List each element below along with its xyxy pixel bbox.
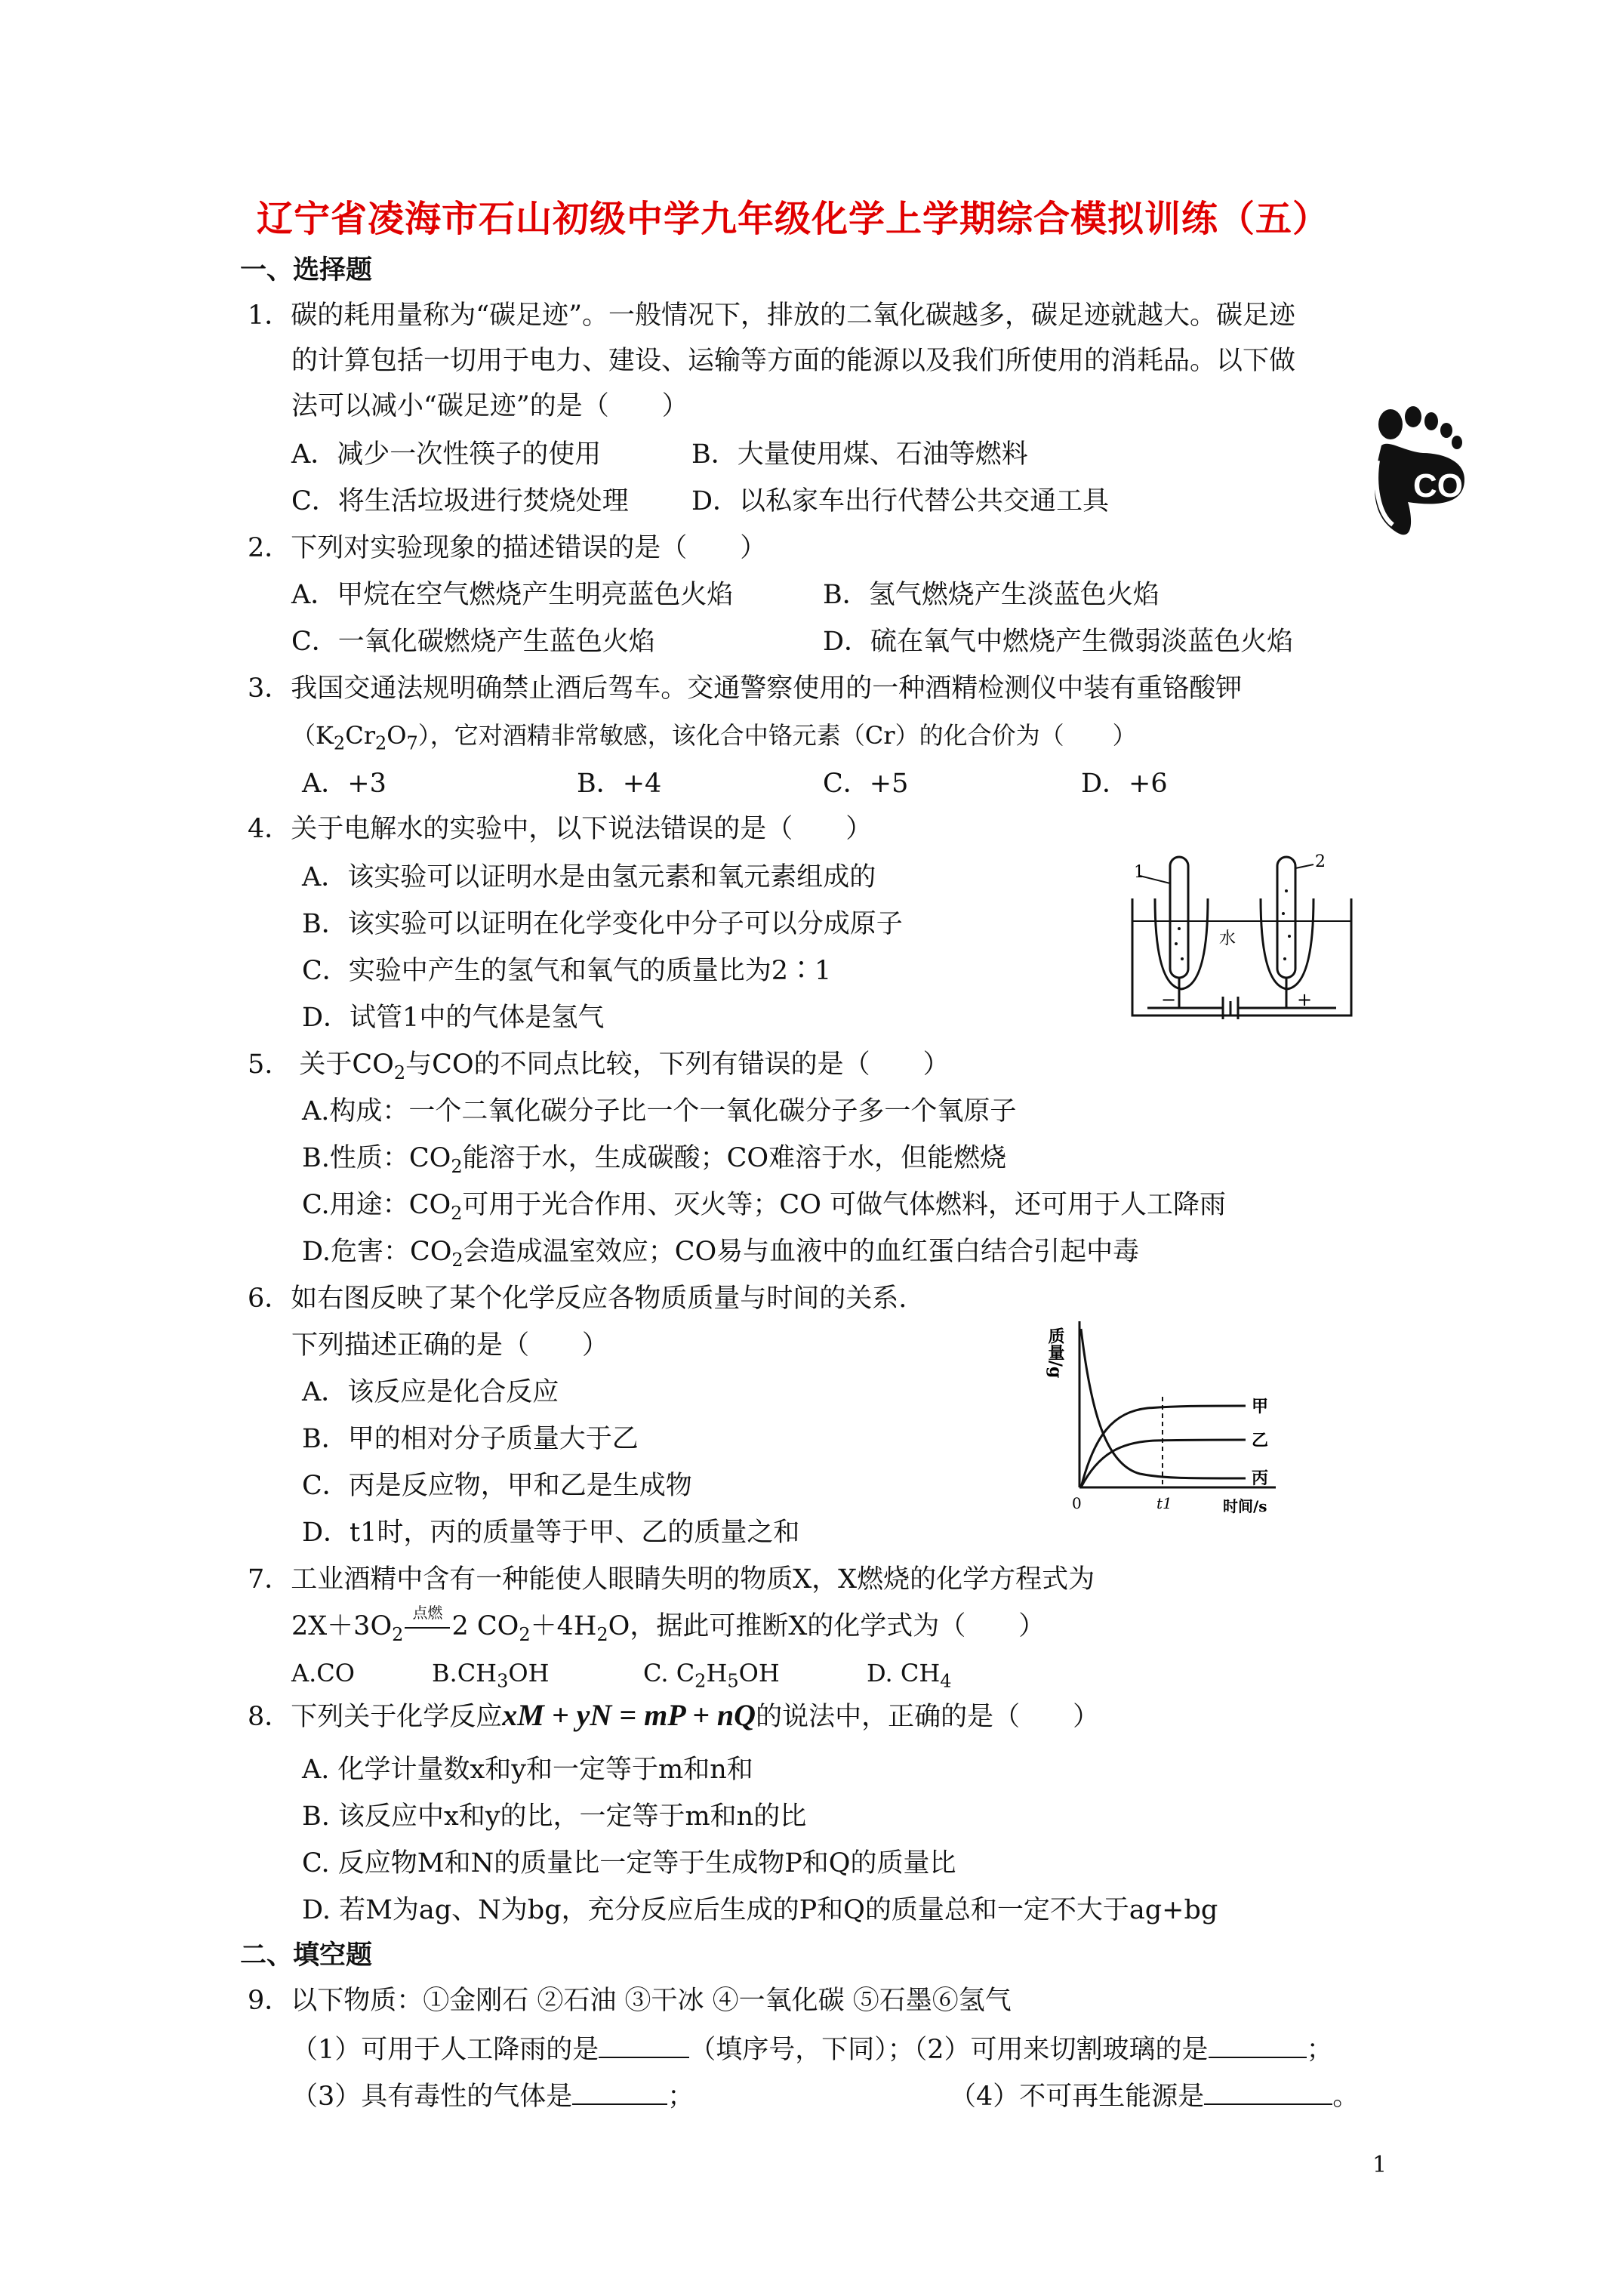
answer-blank-2[interactable] [1209, 2031, 1307, 2058]
q2-option-b: B．氢气燃烧产生淡蓝色火焰 [823, 580, 1160, 610]
q1-stem-line3: 法可以减小“碳足迹”的是（ ） [291, 391, 688, 421]
label-yi: 乙 [1252, 1431, 1269, 1450]
q3-option-b: B．+4 [577, 769, 662, 799]
q1-option-a: A．减少一次性筷子的使用 [291, 439, 602, 470]
q6-option-b: B．甲的相对分子质量大于乙 [302, 1424, 639, 1454]
q8-stem: 8．下列关于化学反应xM + yN = mP + nQ的说法中，正确的是（ ） [248, 1698, 1100, 1732]
q7-equation: $2X+3O_2$ 点燃 2 $CO_2+4H_2O$，据此可推断X的化学式为（ ） [291, 1610, 1045, 1651]
q6-stem-line2: 下列描述正确的是（ ） [291, 1330, 609, 1361]
q9-line2-part4: （4）不可再生能源是 。 [950, 2078, 1359, 2113]
reaction-condition: 点燃 [412, 1604, 443, 1622]
q3-stem-line2: $(K_2Cr_2O_7)$，它对酒精非常敏感，该化合中铬元素（Cr）的化合价为（ ） [291, 721, 1137, 754]
carbon-footprint-icon [1351, 400, 1495, 544]
q5-option-d: D.危害：$CO_2$会造成温室效应；CO易与血液中的血红蛋白结合引起中毒 [302, 1237, 1140, 1271]
label-jia: 甲 [1252, 1397, 1269, 1416]
q4-stem: 4．关于电解水的实验中，以下说法错误的是（ ） [248, 814, 873, 844]
q2-option-c: C．一氧化碳燃烧产生蓝色火焰 [291, 627, 655, 657]
q4-option-b: B．该实验可以证明在化学变化中分子可以分成原子 [302, 909, 903, 939]
q5-stem: 5. 关于$CO_2$与CO的不同点比较，下列有错误的是（ ） [248, 1049, 950, 1083]
q8-option-d: D. 若M为ag、N为bg，充分反应后生成的P和Q的质量总和一定不大于ag+bg [302, 1895, 1218, 1925]
mass-time-graph [1046, 1299, 1306, 1518]
q1-option-b: B．大量使用煤、石油等燃料 [691, 439, 1028, 470]
q6-option-a: A．该反应是化合反应 [302, 1377, 559, 1407]
q2-option-d: D．硫在氧气中燃烧产生微弱淡蓝色火焰 [823, 627, 1294, 657]
q7-option-d: D. $CH_4$ [867, 1659, 952, 1692]
q6-option-c: C．丙是反应物，甲和乙是生成物 [302, 1471, 692, 1501]
q5-option-a: A.构成：一个二氧化碳分子比一个一氧化碳分子多一个氧原子 [302, 1096, 1017, 1126]
page-number: 1 [1372, 2152, 1387, 2178]
graph-origin: 0 [1072, 1494, 1082, 1512]
q3-option-d: D．+6 [1081, 769, 1168, 799]
q9-stem: 9．以下物质：①金刚石 ②石油 ③干冰 ④一氧化碳 ⑤石墨⑥氢气 [248, 1986, 1012, 2016]
q2-stem: 2．下列对实验现象的描述错误的是（ ） [248, 533, 767, 563]
section-fill-heading: 二、填空题 [240, 1940, 373, 1971]
q1-option-c: C．将生活垃圾进行焚烧处理 [291, 486, 629, 516]
q9-line1: （1）可用于人工降雨的是 （填序号，下同）；（2）可用来切割玻璃的是 ； [291, 2031, 1333, 2066]
answer-blank-1[interactable] [599, 2031, 689, 2058]
positive-terminal-label: + [1297, 989, 1313, 1010]
page-title: 辽宁省凌海市石山初级中学九年级化学上学期综合模拟训练（五） [257, 198, 1330, 240]
q9-line2-part3: （3）具有毒性的气体是 ； [291, 2078, 694, 2113]
q7-option-a: A.CO [291, 1659, 355, 1687]
q1-stem-line1: 1．碳的耗用量称为“碳足迹”。一般情况下，排放的二氧化碳越多，碳足迹就越大。碳足迹 [248, 300, 1296, 331]
q7-stem-line1: 7．工业酒精中含有一种能使人眼睛失明的物质X，X燃烧的化学方程式为 [248, 1564, 1095, 1595]
graph-t1-label: t1 [1156, 1494, 1172, 1512]
q7-option-b: $B.CH_3OH$ [432, 1659, 550, 1692]
answer-blank-3[interactable] [572, 2078, 667, 2105]
q3-stem-line1: 3．我国交通法规明确禁止酒后驾车。交通警察使用的一种酒精检测仪中装有重铬酸钾 [248, 673, 1243, 704]
q3-option-a: A．+3 [302, 769, 387, 799]
logo-co2-text: CO2 [1413, 467, 1482, 504]
q4-option-c: C．实验中产生的氢气和氧气的质量比为2∶1 [302, 956, 832, 986]
q8-option-c: C. 反应物M和N的质量比一定等于生成物P和Q的质量比 [302, 1848, 956, 1878]
negative-terminal-label: − [1161, 989, 1177, 1010]
answer-blank-4[interactable] [1204, 2078, 1332, 2105]
q1-option-d: D．以私家车出行代替公共交通工具 [691, 486, 1110, 516]
tube-1-label: 1 [1134, 863, 1144, 882]
q3-option-c: C．+5 [823, 769, 909, 799]
electrolysis-apparatus-figure [1125, 846, 1359, 1027]
water-label: 水 [1219, 929, 1236, 948]
q8-option-a: A. 化学计量数x和y和一定等于m和n和 [302, 1755, 753, 1785]
q4-option-d: D．试管1中的气体是氢气 [302, 1003, 605, 1033]
q6-stem-line1: 6．如右图反映了某个化学反应各物质质量与时间的关系. [248, 1284, 907, 1314]
q5-option-c: C.用途：$CO_2$可用于光合作用、灭火等；CO 可做气体燃料，还可用于人工降雨 [302, 1190, 1227, 1224]
reaction-formula: xM + yN = mP + nQ [502, 1698, 756, 1732]
section-choice-heading: 一、选择题 [240, 254, 373, 285]
q7-option-c: C. $C_2H_5OH$ [643, 1659, 780, 1692]
q6-option-d: D．t1时，丙的质量等于甲、乙的质量之和 [302, 1518, 800, 1548]
q5-option-b: B.性质：$CO_2$能溶于水，生成碳酸；CO难溶于水，但能燃烧 [302, 1143, 1007, 1177]
q2-option-a: A．甲烷在空气燃烧产生明亮蓝色火焰 [291, 580, 734, 610]
q4-option-a: A．该实验可以证明水是由氢元素和氧元素组成的 [302, 862, 876, 892]
graph-xlabel: 时间/s [1223, 1497, 1267, 1515]
graph-ylabel: 质量/g [1046, 1327, 1065, 1379]
tube-2-label: 2 [1315, 852, 1326, 871]
q8-option-b: B. 该反应中x和y的比，一定等于m和n的比 [302, 1801, 807, 1832]
label-bing: 丙 [1252, 1469, 1269, 1488]
q1-stem-line2: 的计算包括一切用于电力、建设、运输等方面的能源以及我们所使用的消耗品。以下做 [291, 346, 1296, 376]
